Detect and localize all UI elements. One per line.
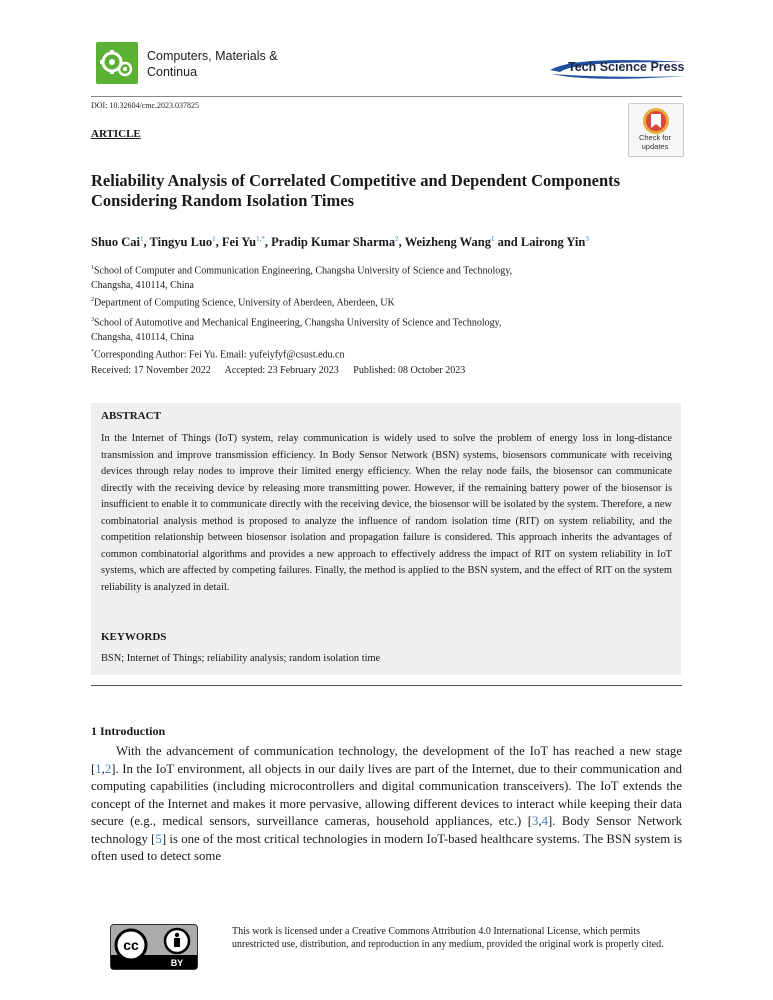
journal-logo (96, 42, 138, 84)
affiliation-1-line2: Changsha, 410114, China (91, 280, 194, 292)
corresponding-text: Corresponding Author: Fei Yu. Email: yufeiyfyf@csust.edu.cn (94, 349, 345, 361)
gear-logo-icon (96, 42, 138, 84)
intro-text-4: is one of the most critical technologies in modern IoT-based healthcare systems. The BSN system is often used to detect some (91, 831, 683, 863)
author-affiliation-sup: 2 (395, 235, 399, 243)
journal-title-line1: Computers, Materials & (147, 49, 278, 63)
affiliation-1-line1: School of Computer and Communication Engineering, Changsha University of Science and Technology, (94, 265, 513, 277)
author-separator: , (398, 235, 405, 250)
section-heading-introduction: 1 Introduction (91, 724, 166, 738)
received-date: Received: 17 November 2022 (91, 365, 211, 376)
author-separator: , (215, 235, 222, 250)
affiliation-3-line2: Changsha, 410114, China (91, 332, 194, 344)
article-dates (91, 365, 477, 376)
creative-commons-icon (111, 925, 197, 969)
author-separator: and (494, 235, 521, 250)
paper-title-line1: Reliability Analysis of Correlated Competitive and Dependent Components (91, 171, 621, 190)
corresponding-sup: * (91, 349, 94, 355)
author-affiliation-sup: 1 (212, 235, 216, 243)
publisher-name: Tech Science Press (568, 60, 685, 74)
citation-link[interactable]: 4 (541, 814, 548, 828)
author-name[interactable]: Lairong Yin (520, 235, 586, 250)
bookmark-icon (629, 104, 683, 136)
corresponding-author (91, 345, 651, 362)
author-separator: , (143, 235, 150, 250)
by-label: BY (170, 958, 184, 968)
author-affiliation-sup: 3 (585, 235, 589, 243)
author-affiliation-sup: 1 (139, 235, 144, 243)
check-updates-label (628, 134, 682, 151)
intro-text-2: . In the IoT environment, all objects in our daily lives are part of the Internet, due to their communication and computing capabilities (including microcontrollers and digital communication transceivers). The IoT extends the concept of the Internet and makes it more pervasive, allowing different devices to interact while keeping their data secure (e.g., medical sensors, surveillance cameras, household appliances, etc.) (91, 761, 682, 828)
published-date: Published: 08 October 2023 (353, 365, 466, 376)
affiliation-1 (91, 261, 651, 293)
abstract-heading: ABSTRACT (101, 410, 161, 422)
article-type-label: ARTICLE (91, 128, 141, 140)
author-name[interactable]: Fei Yu (221, 235, 257, 250)
keywords-heading: KEYWORDS (101, 631, 167, 643)
paper-title-line2: Considering Random Isolation Times (91, 191, 354, 210)
author-name[interactable]: Pradip Kumar Sharma (271, 235, 396, 250)
affiliation-3-sup: 3 (91, 317, 94, 323)
check-updates-line1: Check for (638, 133, 672, 142)
keywords-text: BSN; Internet of Things; reliability analysis; random isolation time (101, 653, 381, 664)
journal-title-line2: Continua (147, 65, 198, 79)
author-name[interactable]: Shuo Cai (91, 235, 140, 250)
citation-link[interactable]: 1 (95, 761, 102, 776)
citation-link[interactable]: 3 (531, 814, 539, 828)
paper-title (91, 171, 691, 211)
author-list (91, 235, 691, 250)
author-name[interactable]: Tingyu Luo (149, 235, 213, 250)
journal-title (147, 48, 278, 80)
intro-text-3: . Body Sensor Network technology (91, 814, 683, 846)
citation-link[interactable]: 2 (104, 761, 112, 776)
accepted-date: Accepted: 23 February 2023 (224, 365, 339, 376)
cc-by-license-badge[interactable] (110, 924, 198, 970)
affiliation-2 (91, 293, 651, 310)
author-affiliation-sup: 1 (490, 235, 495, 243)
affiliation-3-line1: School of Automotive and Mechanical Engineering, Changsha University of Science and Technology, (94, 317, 502, 329)
author-name[interactable]: Weizheng Wang (404, 235, 491, 250)
check-updates-line2: updates (641, 141, 669, 151)
abstract-rule (91, 685, 682, 686)
affiliation-3 (91, 313, 651, 345)
introduction-paragraph: With the advancement of communication technology, the development of the IoT has reached a new stage [1,2]. In the IoT environment, all objects in our daily lives are part of the Internet, due to their communication and computing capabilities (including microcontrollers and digital communication transceivers). The IoT extends the concept of the Internet and makes it more pervasive, allowing different devices to interact while keeping their data secure (e.g., medical sensors, surveillance cameras, household appliances, etc.) [3,4]. Body Sensor Network technology [5] is one of the most critical technologies in modern IoT-based healthcare systems. The BSN system is often used to detect some (91, 744, 683, 863)
affiliation-2-sup: 2 (91, 297, 94, 303)
cc-glyph: cc (123, 937, 139, 953)
author-affiliation-sup: 1,* (256, 235, 265, 243)
intro-text-1: With the advancement of communication technology, the development of the IoT has reached a new stage (116, 744, 682, 758)
citation-link[interactable]: 5 (155, 831, 162, 846)
abstract-text: In the Internet of Things (IoT) system, relay communication is widely used to solve the problem of energy loss in long-distance transmission and improve transmission efficiency. In Body Sensor Network (BSN) systems, biosensors communicate with receiving devices through relay nodes to improve their limited energy efficiency. When the relay node fails, the biosensor can communicate directly with the receiving device by releasing more transmitting power. However, if the remaining battery power of the biosensor is insufficient to enable it to communicate directly with the receiving device, the biosensor will be isolated by the system. Therefore, a new combinatorial analysis method is proposed to analyze the influence of random isolation time (RIT) on system reliability, and the competition relationship between biosensor isolation and propagation failure is considered. This approach inherits the advantages of common combinatorial algorithms and provides a new approach to effectively address the impact of RIT on system reliability in IoT systems, which are affected by competing failures. Finally, the method is applied to the BSN system, and the effect of RIT on the system reliability is analyzed in detail. (101, 433, 672, 593)
doi[interactable]: DOI: 10.32604/cmc.2023.037825 (91, 101, 199, 110)
author-separator: , (264, 235, 272, 250)
affiliation-2-line1: Department of Computing Science, University of Aberdeen, Aberdeen, UK (94, 297, 395, 309)
affiliation-1-sup: 1 (91, 265, 94, 271)
license-text: This work is licensed under a Creative Commons Attribution 4.0 International License, which permits unrestricted use, distribution, and reproduction in any medium, provided the original work is properly cited. (232, 926, 664, 950)
header-rule (91, 96, 682, 97)
